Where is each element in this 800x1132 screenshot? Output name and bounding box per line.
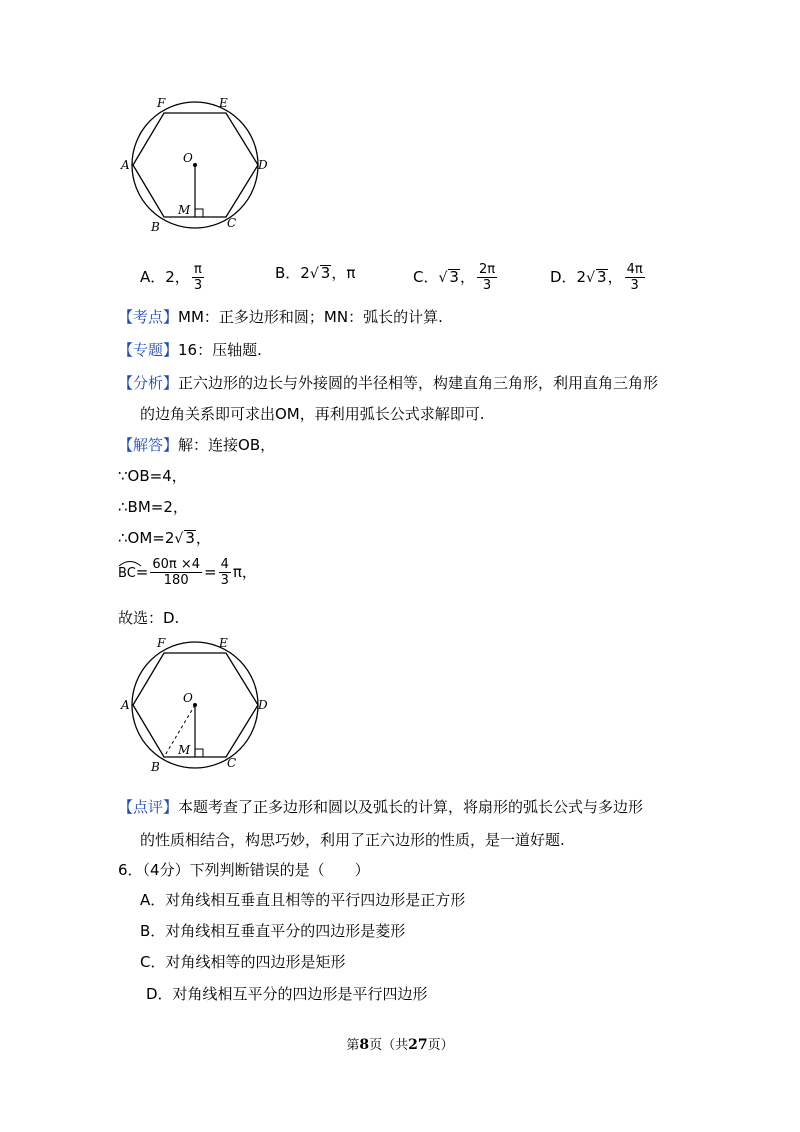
label-D: D [258,158,268,172]
step-3: ∴OM=2√ 3， [118,529,211,547]
dianping-line2: 的性质相结合，构思巧妙，利用了正六边形的性质，是一道好题. [140,831,565,849]
step-2: ∴BM=2， [118,498,188,516]
jieda-line: 【解答】解：连接OB， [118,436,276,454]
zhuanti-line: 【专题】16：压轴题. [118,341,262,359]
q6-option-d: D．对角线相互平分的四边形是平行四边形 [146,985,428,1003]
jieda-tag: 【解答】 [118,436,179,454]
step-arc: BC= $\frac{60\pi \times 4}{180}$ = $\frac{4}{3}$ π， [118,557,257,588]
dianping-line1: 【点评】本题考查了正多边形和圆以及弧长的计算，将扇形的弧长公式与多边形 [118,798,644,816]
label-E: E [219,636,228,650]
label-A: A [121,698,130,712]
option-c: C．√ 3， $\frac{2\pi}{3}$ [413,262,496,293]
dianping-tag: 【点评】 [118,798,179,816]
label-B: B [151,760,160,774]
label-D: D [258,698,268,712]
q6-option-c: C．对角线相等的四边形是矩形 [140,953,346,971]
label-O: O [183,691,193,705]
page-total: 27 [408,1037,428,1053]
label-C: C [227,216,237,230]
fenxi-tag: 【分析】 [118,374,179,392]
page-number: 8 [359,1037,370,1053]
fenxi-line2: 的边角关系即可求出OM，再利用弧长公式求解即可. [140,405,485,423]
label-M: M [178,203,191,217]
label-A: A [121,158,130,172]
q6-option-b: B．对角线相互垂直平分的四边形是菱形 [140,922,406,940]
page-footer: 第8页（共27页） [346,1037,454,1053]
label-E: E [219,96,228,110]
label-F: F [157,636,166,650]
option-b: B．2√ 3，π [275,264,356,282]
label-F: F [157,96,166,110]
zhuanti-tag: 【专题】 [118,341,179,359]
fenxi-line1: 【分析】正六边形的边长与外接圆的半径相等，构建直角三角形，利用直角三角形 [118,374,659,392]
kaodian-line: 【考点】MM：正多边形和圆；MN：弧长的计算. [118,308,443,326]
label-O: O [183,151,193,165]
option-a: A．2， $\frac{\pi}{3}$ [140,262,203,293]
guxuan-line: 故选：D. [118,609,180,627]
step-1: ∵OB=4， [118,467,187,485]
label-B: B [151,220,160,234]
hexagon-figure-1 [115,92,275,237]
label-M: M [178,743,191,757]
q6-option-a: A．对角线相互垂直且相等的平行四边形是正方形 [140,891,466,909]
hexagon-figure-2 [115,632,275,777]
arc-bc-label: BC [118,566,136,581]
option-d: D．2√ 3， $\frac{4\pi}{3}$ [550,262,643,293]
q6-stem: 6．（4分）下列判断错误的是（ ） [118,861,370,879]
kaodian-tag: 【考点】 [118,308,179,326]
label-C: C [227,756,237,770]
